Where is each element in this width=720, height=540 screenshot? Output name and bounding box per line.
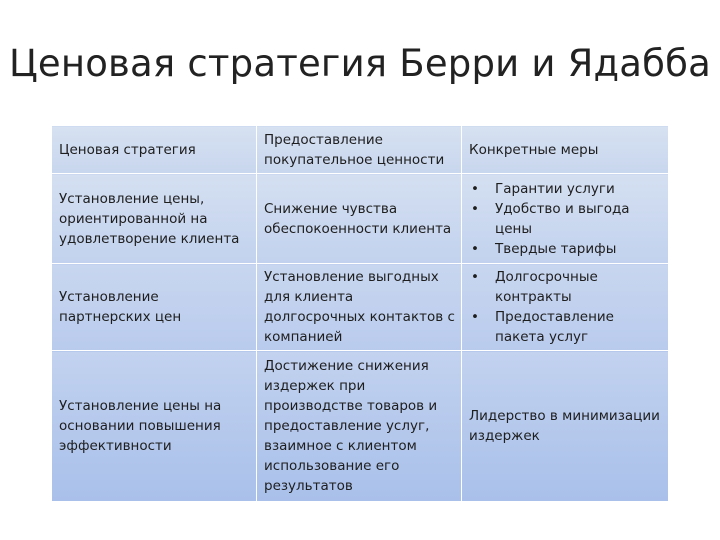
measure-item: • Удобство и выгода цены [469,199,662,239]
header-cell-value: Предоставление покупательное ценности [257,126,462,174]
table-row [52,351,669,502]
table-row [52,264,669,351]
measure-item: • Предоставление пакета услуг [469,307,662,347]
measure-item: • Твердые тарифы [469,239,662,259]
measure-item: • Гарантии услуги [469,179,662,199]
measures-list [469,179,662,259]
table-header-row [52,126,669,174]
table-row [52,174,669,264]
strategy-cell: Установление цены на основании повышения эффективности [52,351,257,502]
slide-title: Ценовая стратегия Берри и Ядабба [8,42,712,85]
strategy-table [51,125,669,502]
value-cell: Достижение снижения издержек при производстве товаров и предоставление услуг, взаимное с клиентом использование его результатов [257,351,462,502]
header-cell-measures: Конкретные меры [462,126,669,174]
strategy-cell: Установление цены, ориентированной на удовлетворение клиента [52,174,257,264]
measure-item: • Долгосрочные контракты [469,267,662,307]
measures-cell [462,174,669,264]
header-cell-strategy: Ценовая стратегия [52,126,257,174]
measures-list [469,267,662,347]
measures-cell [462,264,669,351]
value-cell: Установление выгодных для клиента долгосрочных контактов с компанией [257,264,462,351]
value-cell: Снижение чувства обеспокоенности клиента [257,174,462,264]
measures-cell: Лидерство в минимизации издержек [462,351,669,502]
strategy-cell: Установление партнерских цен [52,264,257,351]
